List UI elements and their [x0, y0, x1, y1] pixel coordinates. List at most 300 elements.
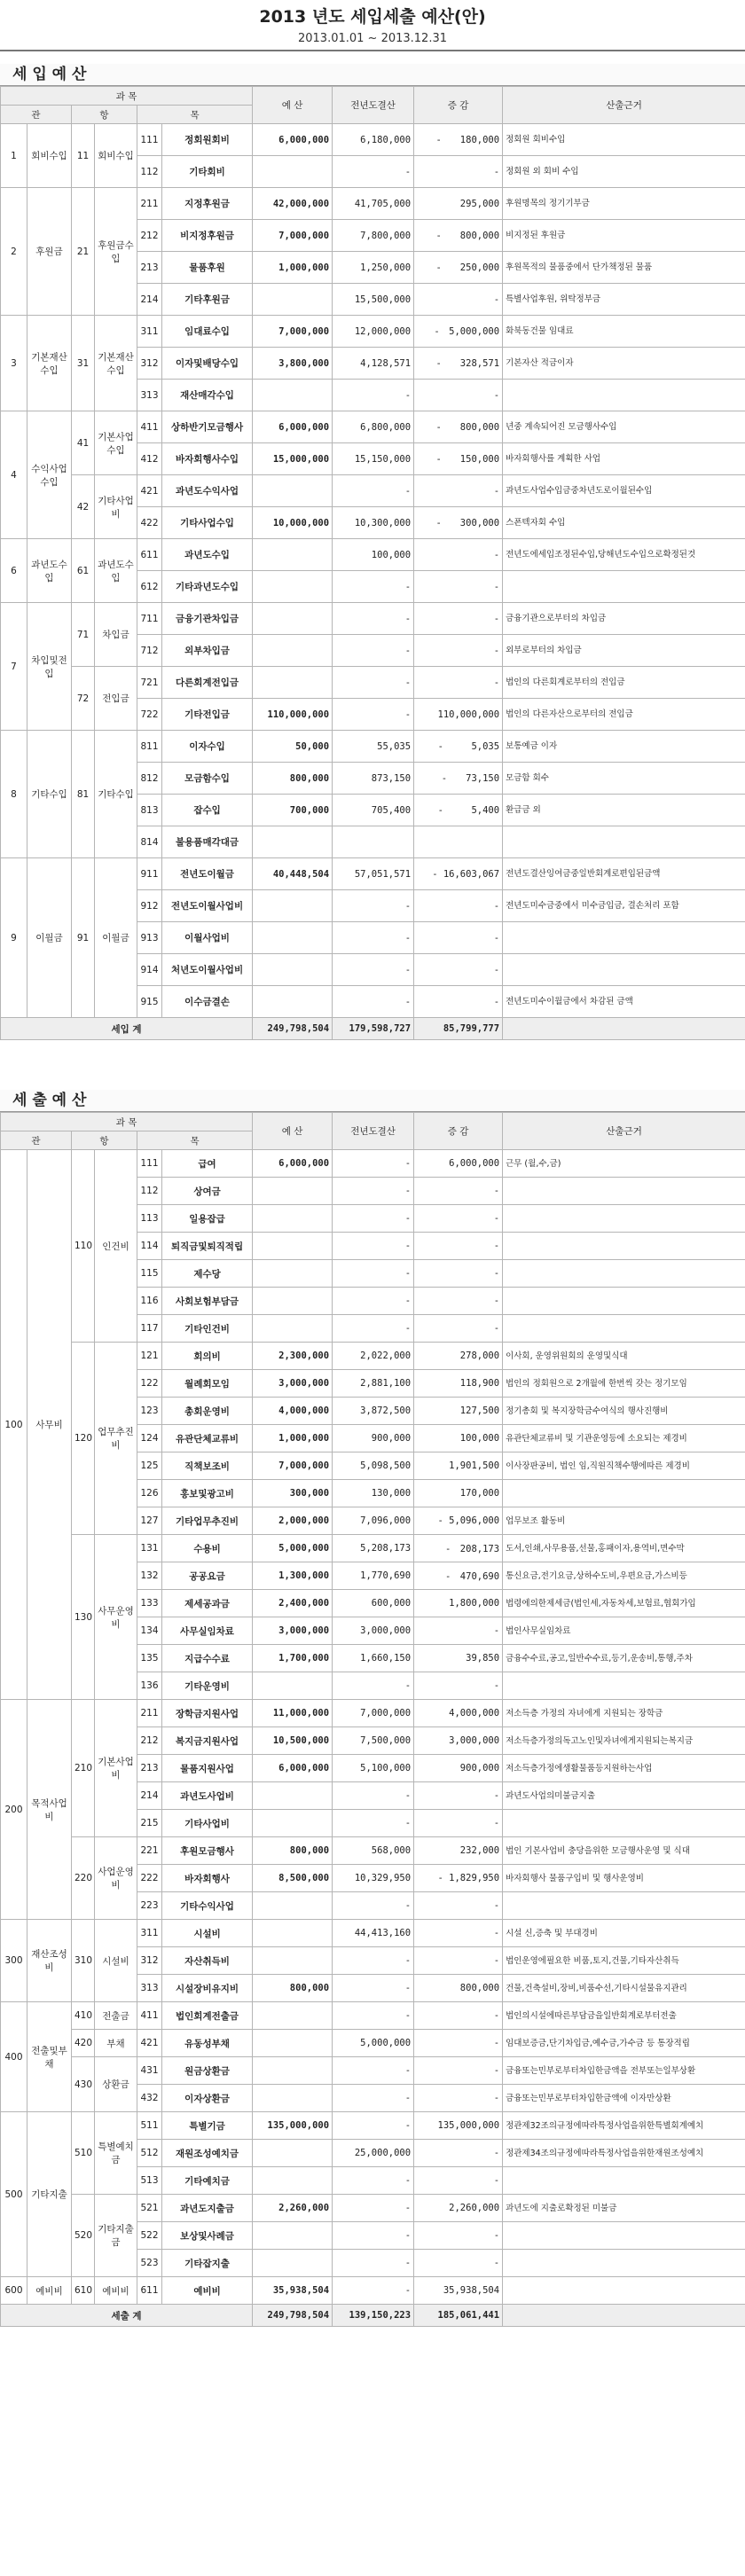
mok-code: 133	[137, 1590, 162, 1617]
budget-cell: 300,000	[253, 1480, 333, 1507]
diff-cell: -	[414, 1617, 503, 1645]
basis-cell: 과년도에 지출로확정된 미불금	[503, 2195, 745, 2222]
basis-cell: 전년도미수이월금에서 차감된 금액	[503, 986, 745, 1018]
diff-cell: 3,000,000	[414, 1727, 503, 1755]
header-diff: 증 감	[414, 1113, 503, 1150]
header-gwamok: 과 목	[1, 87, 253, 106]
expense-total-budget: 249,798,504	[253, 2305, 333, 2327]
mok-name: 유관단체교류비	[162, 1425, 253, 1452]
basis-cell	[503, 1233, 745, 1260]
prev-cell: -	[333, 1947, 414, 1975]
mok-name: 기타잡지출	[162, 2250, 253, 2277]
basis-cell	[503, 2222, 745, 2250]
basis-cell: 전년도미수금중에서 미수금입금, 결손처리 포함	[503, 890, 745, 922]
diff-cell: 39,850	[414, 1645, 503, 1672]
mok-name: 과년도수익사업	[162, 475, 253, 507]
basis-cell: 법인의 다른자산으로부터의 전입금	[503, 699, 745, 731]
mok-code: 124	[137, 1425, 162, 1452]
mok-code: 213	[137, 252, 162, 284]
mok-code: 134	[137, 1617, 162, 1645]
basis-cell: 저소득층가정에생활물품등지원하는사업	[503, 1755, 745, 1782]
budget-cell	[253, 2250, 333, 2277]
budget-cell: 10,500,000	[253, 1727, 333, 1755]
hang-code: 72	[72, 667, 95, 731]
diff-cell: - 470,690	[414, 1562, 503, 1590]
mok-code: 313	[137, 1975, 162, 2002]
mok-code: 611	[137, 539, 162, 571]
mok-name: 재원조성예치금	[162, 2140, 253, 2167]
budget-cell	[253, 2002, 333, 2030]
mok-code: 421	[137, 2030, 162, 2057]
header-budget: 예 산	[253, 87, 333, 124]
mok-code: 111	[137, 1150, 162, 1178]
budget-cell: 7,000,000	[253, 316, 333, 348]
basis-cell	[503, 1480, 745, 1507]
basis-cell: 업무보조 활동비	[503, 1507, 745, 1535]
hang-code: 430	[72, 2057, 95, 2112]
diff-cell: - 73,150	[414, 763, 503, 795]
mok-name: 다른회계전입금	[162, 667, 253, 699]
mok-code: 721	[137, 667, 162, 699]
table-row	[1, 667, 745, 699]
diff-cell: - 5,000,000	[414, 316, 503, 348]
budget-cell	[253, 475, 333, 507]
hang-name: 사업운영비	[95, 1837, 137, 1920]
mok-code: 212	[137, 1727, 162, 1755]
mok-name: 지급수수료	[162, 1645, 253, 1672]
mok-name: 공공요금	[162, 1562, 253, 1590]
mok-code: 127	[137, 1507, 162, 1535]
table-row	[1, 2112, 745, 2140]
prev-cell: -	[333, 1178, 414, 1205]
mok-name: 잡수입	[162, 795, 253, 826]
prev-cell: 7,096,000	[333, 1507, 414, 1535]
mok-code: 312	[137, 348, 162, 380]
diff-cell: 4,000,000	[414, 1700, 503, 1727]
mok-code: 223	[137, 1892, 162, 1920]
revenue-table	[0, 86, 745, 1040]
prev-cell: 2,881,100	[333, 1370, 414, 1398]
hang-code: 31	[72, 316, 95, 411]
diff-cell: - 5,096,000	[414, 1507, 503, 1535]
table-row	[1, 2195, 745, 2222]
budget-cell: 40,448,504	[253, 858, 333, 890]
budget-cell: 8,500,000	[253, 1865, 333, 1892]
header-gwan: 관	[1, 106, 72, 124]
hang-name: 후원금수입	[95, 188, 137, 316]
mok-code: 712	[137, 635, 162, 667]
diff-cell: -	[414, 922, 503, 954]
hang-name: 과년도수입	[95, 539, 137, 603]
budget-cell	[253, 2057, 333, 2085]
budget-cell	[253, 954, 333, 986]
budget-cell: 800,000	[253, 763, 333, 795]
diff-cell: -	[414, 571, 503, 603]
revenue-total-budget: 249,798,504	[253, 1018, 333, 1040]
basis-cell: 특별사업후원, 위탁정부금	[503, 284, 745, 316]
budget-cell	[253, 2140, 333, 2167]
mok-code: 121	[137, 1343, 162, 1370]
diff-cell: 1,901,500	[414, 1452, 503, 1480]
basis-cell: 후원명목의 정기기부금	[503, 188, 745, 220]
diff-cell: -	[414, 2002, 503, 2030]
hang-name: 부채	[95, 2030, 137, 2057]
gwan-name: 후원금	[27, 188, 72, 316]
prev-cell: 15,500,000	[333, 284, 414, 316]
diff-cell: 135,000,000	[414, 2112, 503, 2140]
mok-name: 기타과년도수입	[162, 571, 253, 603]
mok-code: 117	[137, 1315, 162, 1343]
diff-cell: -	[414, 890, 503, 922]
diff-cell: 110,000,000	[414, 699, 503, 731]
table-row	[1, 1535, 745, 1562]
basis-cell: 정회원 외 회비 수입	[503, 156, 745, 188]
mok-code: 913	[137, 922, 162, 954]
mok-code: 123	[137, 1398, 162, 1425]
mok-name: 후원모금행사	[162, 1837, 253, 1865]
diff-cell: 232,000	[414, 1837, 503, 1865]
basis-cell: 금융또는민부로부터차입한금액을 전부또는일부상환	[503, 2057, 745, 2085]
mok-name: 복지금지원사업	[162, 1727, 253, 1755]
basis-cell: 바자회행사 물품구입비 및 행사운영비	[503, 1865, 745, 1892]
mok-name: 수용비	[162, 1535, 253, 1562]
mok-name: 처년도이월사업비	[162, 954, 253, 986]
mok-code: 125	[137, 1452, 162, 1480]
hang-code: 110	[72, 1150, 95, 1343]
diff-cell: -	[414, 475, 503, 507]
mok-name: 기타운영비	[162, 1672, 253, 1700]
hang-name: 사무운영비	[95, 1535, 137, 1700]
prev-cell: 10,329,950	[333, 1865, 414, 1892]
prev-cell: -	[333, 986, 414, 1018]
basis-cell: 모금함 회수	[503, 763, 745, 795]
mok-name: 재산매각수입	[162, 380, 253, 411]
hang-code: 91	[72, 858, 95, 1018]
hang-code: 11	[72, 124, 95, 188]
diff-cell: 295,000	[414, 188, 503, 220]
prev-cell: 1,770,690	[333, 1562, 414, 1590]
expense-table	[0, 1112, 745, 2327]
mok-name: 보상및사례금	[162, 2222, 253, 2250]
revenue-section-title: 세 입 예 산	[0, 64, 745, 86]
table-row	[1, 1343, 745, 1370]
diff-cell: -	[414, 1233, 503, 1260]
basis-cell	[503, 2250, 745, 2277]
mok-code: 523	[137, 2250, 162, 2277]
mok-name: 불용품매각대금	[162, 826, 253, 858]
mok-code: 221	[137, 1837, 162, 1865]
mok-code: 313	[137, 380, 162, 411]
prev-cell: -	[333, 954, 414, 986]
diff-cell: -	[414, 1315, 503, 1343]
gwan-name: 회비수입	[27, 124, 72, 188]
mok-code: 915	[137, 986, 162, 1018]
diff-cell: 900,000	[414, 1755, 503, 1782]
hang-code: 220	[72, 1837, 95, 1920]
mok-code: 812	[137, 763, 162, 795]
expense-section-title: 세 출 예 산	[0, 1090, 745, 1112]
diff-cell: 800,000	[414, 1975, 503, 2002]
budget-cell: 2,400,000	[253, 1590, 333, 1617]
budget-cell: 6,000,000	[253, 1755, 333, 1782]
mok-code: 136	[137, 1672, 162, 1700]
prev-cell: -	[333, 2112, 414, 2140]
table-row	[1, 731, 745, 763]
basis-cell: 시설 신,증축 및 부대경비	[503, 1920, 745, 1947]
prev-cell: 600,000	[333, 1590, 414, 1617]
prev-cell: 100,000	[333, 539, 414, 571]
mok-code: 112	[137, 156, 162, 188]
gwan-name: 예비비	[27, 2277, 72, 2305]
diff-cell: -	[414, 2222, 503, 2250]
expense-total-basis	[503, 2305, 745, 2327]
header-gwamok: 과 목	[1, 1113, 253, 1131]
basis-cell: 과년도사업의미불금지출	[503, 1782, 745, 1810]
table-row	[1, 2277, 745, 2305]
mok-name: 제세공과금	[162, 1590, 253, 1617]
diff-cell: - 250,000	[414, 252, 503, 284]
mok-code: 135	[137, 1645, 162, 1672]
hang-name: 기타수입	[95, 731, 137, 858]
prev-cell: 705,400	[333, 795, 414, 826]
budget-cell	[253, 380, 333, 411]
basis-cell: 도서,인쇄,사무용품,선물,홍패이자,용역비,면수막	[503, 1535, 745, 1562]
prev-cell: 568,000	[333, 1837, 414, 1865]
gwan-name: 차입및전입	[27, 603, 72, 731]
mok-name: 이월사업비	[162, 922, 253, 954]
budget-cell	[253, 284, 333, 316]
basis-cell: 근무 (월,수,금)	[503, 1150, 745, 1178]
diff-cell: -	[414, 2085, 503, 2112]
budget-cell	[253, 635, 333, 667]
mok-code: 813	[137, 795, 162, 826]
basis-cell: 법령에의한제세금(법인세,자동차세,보험료,협회가입	[503, 1590, 745, 1617]
mok-name: 이자상환금	[162, 2085, 253, 2112]
mok-name: 기타전입금	[162, 699, 253, 731]
prev-cell: 44,413,160	[333, 1920, 414, 1947]
hang-name: 상환금	[95, 2057, 137, 2112]
diff-cell: -	[414, 1178, 503, 1205]
prev-cell: 3,000,000	[333, 1617, 414, 1645]
budget-cell: 2,300,000	[253, 1343, 333, 1370]
mok-code: 911	[137, 858, 162, 890]
budget-cell: 5,000,000	[253, 1535, 333, 1562]
prev-cell: 57,051,571	[333, 858, 414, 890]
revenue-rows	[1, 124, 745, 1018]
budget-cell	[253, 922, 333, 954]
mok-name: 기타수익사업	[162, 1892, 253, 1920]
prev-cell: -	[333, 2250, 414, 2277]
gwan-code: 600	[1, 2277, 27, 2305]
prev-cell: -	[333, 2277, 414, 2305]
basis-cell: 정기총회 및 복지장학금수여식의 행사진행비	[503, 1398, 745, 1425]
gwan-code: 6	[1, 539, 27, 603]
mok-name: 과년도사업비	[162, 1782, 253, 1810]
prev-cell: 130,000	[333, 1480, 414, 1507]
diff-cell: -	[414, 2057, 503, 2085]
budget-cell: 1,700,000	[253, 1645, 333, 1672]
header-basis: 산출근거	[503, 87, 745, 124]
budget-cell: 3,800,000	[253, 348, 333, 380]
prev-cell: 12,000,000	[333, 316, 414, 348]
prev-cell: -	[333, 1205, 414, 1233]
mok-name: 모금함수입	[162, 763, 253, 795]
basis-cell: 저소득층가정의독고노인및자녀에게지원되는복지금	[503, 1727, 745, 1755]
table-row	[1, 603, 745, 635]
hang-name: 업무추진비	[95, 1343, 137, 1535]
hang-name: 기본사업수입	[95, 411, 137, 475]
basis-cell: 금융또는민부로부터차입한금액에 이자만상환	[503, 2085, 745, 2112]
prev-cell: -	[333, 2195, 414, 2222]
basis-cell: 비지정된 후원금	[503, 220, 745, 252]
hang-name: 이월금	[95, 858, 137, 1018]
prev-cell: 5,098,500	[333, 1452, 414, 1480]
basis-cell: 전년도결산잉여금중일반회계로편입된금액	[503, 858, 745, 890]
mok-name: 퇴직금및퇴직적립	[162, 1233, 253, 1260]
table-row	[1, 1920, 745, 1947]
budget-cell	[253, 571, 333, 603]
mok-code: 422	[137, 507, 162, 539]
diff-cell: -	[414, 380, 503, 411]
hang-name: 전출금	[95, 2002, 137, 2030]
mok-code: 811	[137, 731, 162, 763]
basis-cell: 스폰텍자회 수입	[503, 507, 745, 539]
mok-code: 311	[137, 1920, 162, 1947]
diff-cell: - 300,000	[414, 507, 503, 539]
gwan-name: 재산조성비	[27, 1920, 72, 2002]
budget-cell	[253, 1782, 333, 1810]
prev-cell: -	[333, 922, 414, 954]
prev-cell: -	[333, 1233, 414, 1260]
budget-cell: 6,000,000	[253, 411, 333, 443]
diff-cell: -	[414, 284, 503, 316]
basis-cell	[503, 922, 745, 954]
table-row	[1, 539, 745, 571]
basis-cell: 전년도에세입조정된수입,당해년도수입으로확정된것	[503, 539, 745, 571]
prev-cell: -	[333, 890, 414, 922]
budget-cell	[253, 1288, 333, 1315]
budget-cell: 15,000,000	[253, 443, 333, 475]
basis-cell: 유관단체교류비 및 기관운영등에 소요되는 제경비	[503, 1425, 745, 1452]
mok-code: 411	[137, 2002, 162, 2030]
gwan-name: 기타수입	[27, 731, 72, 858]
revenue-total-basis	[503, 1018, 745, 1040]
mok-name: 시설비	[162, 1920, 253, 1947]
mok-code: 131	[137, 1535, 162, 1562]
mok-name: 법인회계전출금	[162, 2002, 253, 2030]
mok-name: 전년도이월금	[162, 858, 253, 890]
diff-cell: 1,800,000	[414, 1590, 503, 1617]
diff-cell: -	[414, 1782, 503, 1810]
mok-code: 122	[137, 1370, 162, 1398]
table-row	[1, 124, 745, 156]
budget-cell: 135,000,000	[253, 2112, 333, 2140]
diff-cell: -	[414, 1947, 503, 1975]
mok-name: 비지정후원금	[162, 220, 253, 252]
header-gwan: 관	[1, 1131, 72, 1150]
basis-cell: 바자회행사를 계획한 사업	[503, 443, 745, 475]
diff-cell: -	[414, 2030, 503, 2057]
hang-code: 210	[72, 1700, 95, 1837]
gwan-name: 사무비	[27, 1150, 72, 1700]
diff-cell: -	[414, 1672, 503, 1700]
mok-code: 722	[137, 699, 162, 731]
gwan-code: 300	[1, 1920, 27, 2002]
gwan-name: 기본재산수입	[27, 316, 72, 411]
prev-cell: -	[333, 2085, 414, 2112]
diff-cell: -	[414, 986, 503, 1018]
table-row	[1, 1837, 745, 1865]
mok-code: 114	[137, 1233, 162, 1260]
prev-cell: -	[333, 1150, 414, 1178]
mok-name: 급여	[162, 1150, 253, 1178]
mok-code: 412	[137, 443, 162, 475]
mok-name: 회의비	[162, 1343, 253, 1370]
mok-code: 521	[137, 2195, 162, 2222]
mok-name: 상하반기모금행사	[162, 411, 253, 443]
table-row	[1, 1700, 745, 1727]
diff-cell: 100,000	[414, 1425, 503, 1452]
budget-cell: 1,300,000	[253, 1562, 333, 1590]
mok-name: 특별기금	[162, 2112, 253, 2140]
mok-name: 기타예치금	[162, 2167, 253, 2195]
basis-cell: 법인운영에필요한 비품,토지,건물,기타자산취득	[503, 1947, 745, 1975]
prev-cell	[333, 826, 414, 858]
diff-cell: -	[414, 1920, 503, 1947]
mok-code: 214	[137, 284, 162, 316]
gwan-name: 과년도수입	[27, 539, 72, 603]
budget-cell: 700,000	[253, 795, 333, 826]
budget-cell	[253, 603, 333, 635]
budget-cell	[253, 1672, 333, 1700]
mok-code: 116	[137, 1288, 162, 1315]
prev-cell: -	[333, 635, 414, 667]
expense-total-prev: 139,150,223	[333, 2305, 414, 2327]
prev-cell: 4,128,571	[333, 348, 414, 380]
mok-name: 장학금지원사업	[162, 1700, 253, 1727]
mok-name: 과년도지출금	[162, 2195, 253, 2222]
gwan-code: 4	[1, 411, 27, 539]
budget-cell	[253, 1947, 333, 1975]
prev-cell: -	[333, 1782, 414, 1810]
header-prev: 전년도결산	[333, 87, 414, 124]
hang-name: 전입금	[95, 667, 137, 731]
mok-name: 외부차입금	[162, 635, 253, 667]
mok-code: 711	[137, 603, 162, 635]
prev-cell: -	[333, 1315, 414, 1343]
hang-code: 410	[72, 2002, 95, 2030]
mok-code: 513	[137, 2167, 162, 2195]
hang-name: 차입금	[95, 603, 137, 667]
prev-cell: 1,250,000	[333, 252, 414, 284]
hang-code: 61	[72, 539, 95, 603]
diff-cell: 35,938,504	[414, 2277, 503, 2305]
diff-cell: 278,000	[414, 1343, 503, 1370]
gwan-code: 9	[1, 858, 27, 1018]
prev-cell: 41,705,000	[333, 188, 414, 220]
mok-code: 212	[137, 220, 162, 252]
basis-cell: 통신요금,전기요금,상하수도비,우편요금,가스비등	[503, 1562, 745, 1590]
hang-name: 예비비	[95, 2277, 137, 2305]
mok-code: 115	[137, 1260, 162, 1288]
prev-cell: 6,800,000	[333, 411, 414, 443]
header-hang: 항	[72, 1131, 137, 1150]
mok-code: 132	[137, 1562, 162, 1590]
budget-cell	[253, 890, 333, 922]
basis-cell: 법인의 정회원으로 2개월에 한번씩 갖는 정기모임	[503, 1370, 745, 1398]
mok-name: 제수당	[162, 1260, 253, 1288]
table-row	[1, 2057, 745, 2085]
